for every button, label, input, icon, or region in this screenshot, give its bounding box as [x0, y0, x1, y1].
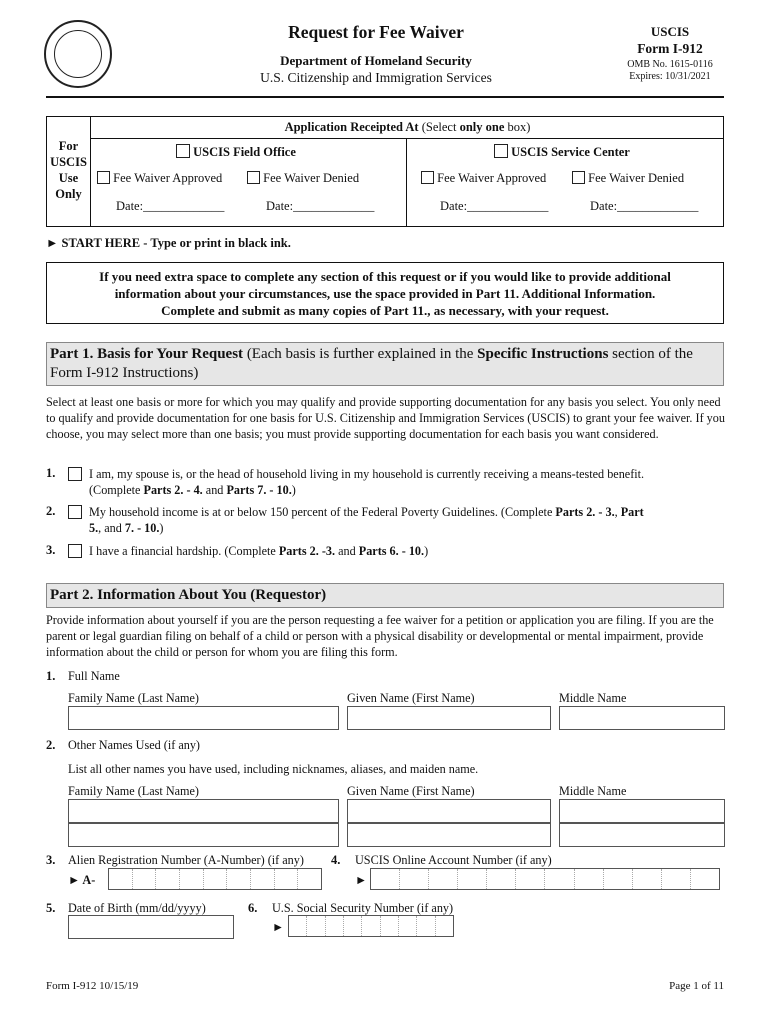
start-here-instruction: ► START HERE - Type or print in black ink.	[46, 236, 291, 250]
q2-number: 2.	[46, 738, 56, 752]
q6-label: U.S. Social Security Number (if any)	[272, 901, 454, 915]
service-center-checkbox[interactable]	[494, 144, 508, 158]
part1-header: Part 1. Basis for Your Request (Each basis is further explained in the Specific Instructions section of the Form I-912 Instructions)	[46, 342, 724, 386]
department-name: Department of Homeland Security	[280, 53, 472, 68]
field-office-approved-option[interactable]: Fee Waiver Approved	[97, 171, 222, 186]
other-family-name-label: Family Name (Last Name)	[68, 784, 199, 798]
middle-name-label: Middle Name	[559, 691, 627, 705]
expiration-date: Expires: 10/31/2021	[629, 71, 711, 82]
field-office-checkbox[interactable]	[176, 144, 190, 158]
q6-number: 6.	[248, 901, 258, 915]
middle-name-input[interactable]	[559, 706, 725, 730]
service-center-approved-checkbox[interactable]	[421, 171, 434, 184]
other-given-name-input-2[interactable]	[347, 823, 551, 847]
part2-intro: Provide information about yourself if you are the person requesting a fee waiver for a petition or application you are filing. If you are the parent or legal guardian filing on behalf of a child or person with a physical disability or developmental or mental impairment, provide information about the child or person for whom you are filing this form.	[46, 613, 714, 659]
q2-hint: List all other names you have used, including nicknames, aliases, and maiden name.	[68, 762, 479, 776]
office-use-label: For USCIS Use Only	[50, 139, 87, 201]
uscis-label: USCIS	[650, 24, 690, 39]
service-center-approved-date[interactable]: Date:_____________	[440, 199, 549, 213]
part2-header: Part 2. Information About You (Requestor)	[46, 583, 724, 608]
a-number-prefix: ► A-	[68, 873, 96, 887]
q4-label: USCIS Online Account Number (if any)	[355, 853, 552, 867]
service-center-approved-option[interactable]: Fee Waiver Approved	[421, 171, 546, 186]
agency-name: U.S. Citizenship and Immigration Services	[260, 70, 492, 85]
q4-number: 4.	[331, 853, 341, 867]
q5-label: Date of Birth (mm/dd/yyyy)	[68, 901, 206, 915]
field-office-approved-date[interactable]: Date:_____________	[116, 199, 225, 213]
online-account-input[interactable]	[370, 868, 720, 890]
q1-number: 1.	[46, 669, 56, 683]
a-number-input[interactable]	[108, 868, 322, 890]
field-office-denied-date[interactable]: Date:_____________	[266, 199, 375, 213]
family-name-input[interactable]	[68, 706, 339, 730]
q1-label: Full Name	[68, 669, 120, 683]
basis-2-checkbox[interactable]	[68, 505, 82, 519]
other-family-name-input-2[interactable]	[68, 823, 339, 847]
extra-space-notice: If you need extra space to complete any section of this request or if you would like to provide additional information about your circumstances, use the space provided in Part 11. Additional Information. Complete and submit as many copies of Part 11., as necessary, with your request.	[46, 262, 724, 324]
omb-number: OMB No. 1615-0116	[627, 59, 713, 70]
dhs-seal-icon	[44, 20, 112, 88]
header-rule	[46, 96, 724, 98]
receipted-heading: Application Receipted At (Select only one box)	[284, 120, 531, 134]
other-given-name-input-1[interactable]	[347, 799, 551, 823]
other-family-name-input-1[interactable]	[68, 799, 339, 823]
part1-intro: Select at least one basis or more for which you may qualify and provide supporting documentation for any basis you select. You only need to qualify and provide documentation for one basis for U.S. Citizenship and Immigration Services (USCIS) to grant your fee waiver. If you choose, you may select more than one basis; you must provide supporting documentation for each basis you want considered.	[46, 395, 725, 441]
service-center-denied-checkbox[interactable]	[572, 171, 585, 184]
service-center-denied-date[interactable]: Date:_____________	[590, 199, 699, 213]
form-title: Request for Fee Waiver	[288, 22, 464, 42]
other-middle-name-label: Middle Name	[559, 784, 627, 798]
office-divider	[91, 138, 724, 139]
q3-label: Alien Registration Number (A-Number) (if any)	[68, 853, 304, 867]
ssn-input[interactable]	[288, 915, 454, 937]
field-office-option[interactable]: USCIS Field Office	[176, 144, 296, 160]
ssn-prefix: ►	[272, 920, 285, 934]
q5-number: 5.	[46, 901, 56, 915]
form-number: Form I-912	[637, 41, 703, 56]
online-account-prefix: ►	[355, 873, 368, 887]
other-middle-name-input-1[interactable]	[559, 799, 725, 823]
service-center-denied-option[interactable]: Fee Waiver Denied	[572, 171, 684, 186]
page-number: Page 1 of 11	[669, 980, 724, 992]
q2-label: Other Names Used (if any)	[68, 738, 200, 752]
other-middle-name-input-2[interactable]	[559, 823, 725, 847]
form-edition: Form I-912 10/15/19	[46, 980, 139, 992]
basis-3-checkbox[interactable]	[68, 544, 82, 558]
other-given-name-label: Given Name (First Name)	[347, 784, 475, 798]
given-name-label: Given Name (First Name)	[347, 691, 475, 705]
family-name-label: Family Name (Last Name)	[68, 691, 199, 705]
basis-1-checkbox[interactable]	[68, 467, 82, 481]
field-office-denied-checkbox[interactable]	[247, 171, 260, 184]
field-office-denied-option[interactable]: Fee Waiver Denied	[247, 171, 359, 186]
given-name-input[interactable]	[347, 706, 551, 730]
q3-number: 3.	[46, 853, 56, 867]
date-of-birth-input[interactable]	[68, 915, 234, 939]
service-center-option[interactable]: USCIS Service Center	[494, 144, 630, 160]
office-divider-vertical	[406, 138, 407, 227]
field-office-approved-checkbox[interactable]	[97, 171, 110, 184]
